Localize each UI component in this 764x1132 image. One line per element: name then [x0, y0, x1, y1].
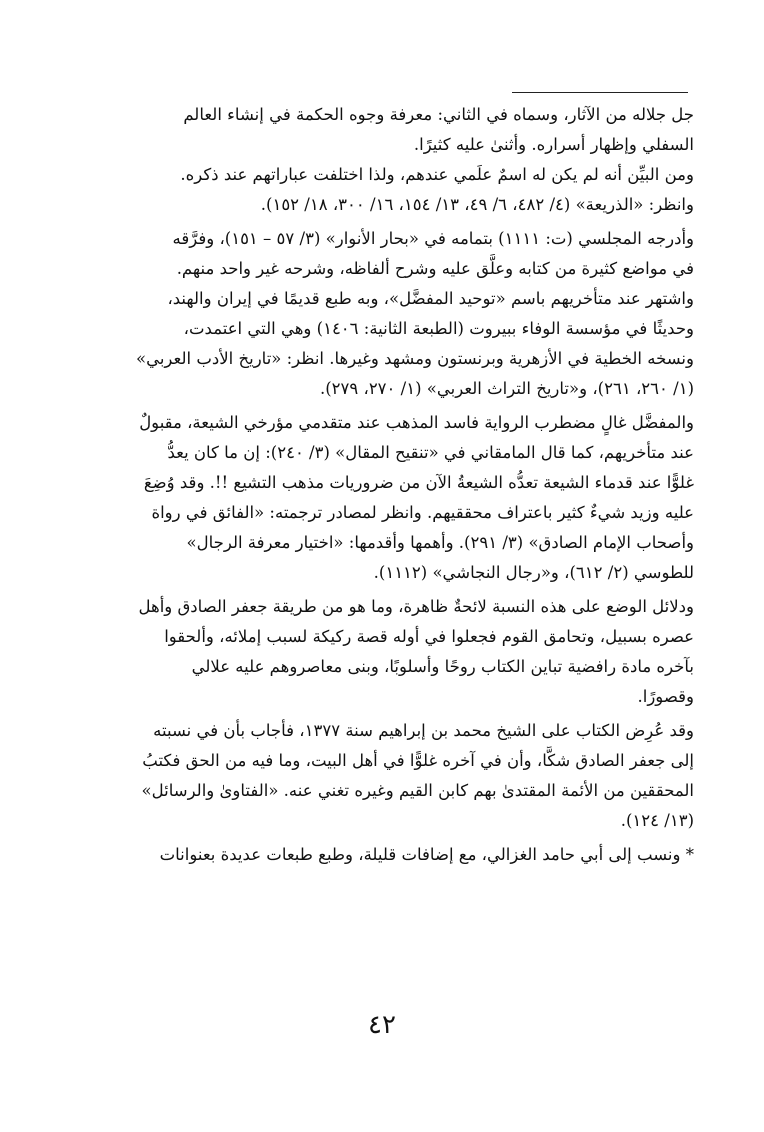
page-number: ٤٢ [368, 1010, 396, 1040]
text-line: (١٣/ ١٢٤). [620, 811, 694, 830]
text-line: السفلي وإظهار أسراره. وأثنىٰ عليه كثيرًا. [413, 135, 694, 154]
footnote-separator-rule [512, 92, 688, 93]
text-line: (١/ ٢٦٠، ٢٦١)، و«تاريخ التراث العربي» (١/ ٢٧٠، ٢٧٩). [319, 379, 694, 398]
text-line: وقد عُرِض الكتاب على الشيخ محمد بن إبراهيم سنة ١٣٧٧، فأجاب بأن في نسبته [153, 721, 694, 740]
text-line: المحققين من الأئمة المقتدىٰ بهم كابن القيم وغيره تغني عنه. «الفتاوىٰ والرسائل» [141, 781, 694, 800]
text-line: ونسخه الخطية في الأزهرية وبرنستون ومشهد وغيرها. انظر: «تاريخ الأدب العربي» [135, 349, 694, 368]
text-line: عليه وزيد شيءٌ كثير باعتراف محققيهم. وانظر لمصادر ترجمته: «الفائق في رواة [151, 503, 694, 522]
text-line: إلى جعفر الصادق شكًّا، وأن في آخره غلوًّا في أهل البيت، وما فيه من الحق فكتبُ [142, 751, 694, 770]
text-line: والمفضَّل غالٍ مضطرب الرواية فاسد المذهب عند متقدمي مؤرخي الشيعة، مقبولٌ [139, 413, 694, 432]
text-line: جل جلاله من الآثار، وسماه في الثاني: معرفة وجوه الحكمة في إنشاء العالم [183, 105, 694, 124]
text-line: وأصحاب الإمام الصادق» (٣/ ٢٩١). وأهمها وأقدمها: «اختيار معرفة الرجال» [186, 533, 694, 552]
text-line: وحديثًا في مؤسسة الوفاء ببيروت (الطبعة الثانية: ١٤٠٦) وهي التي اعتمدت، [183, 319, 694, 338]
footnote-body [70, 100, 694, 870]
text-line: ودلائل الوضع على هذه النسبة لائحةٌ ظاهرة، وما هو من طريقة جعفر الصادق وأهل [138, 597, 694, 616]
text-line: وانظر: «الذريعة» (٤/ ٤٨٢، ٦/ ٤٩، ١٣/ ١٥٤، ١٦/ ٣٠٠، ١٨/ ١٥٢). [260, 195, 694, 214]
text-line: وقصورًا. [637, 687, 694, 706]
text-line: وأدرجه المجلسي (ت: ١١١١) بتمامه في «بحار الأنوار» (٣/ ٥٧ – ١٥١)، وفرَّقه [172, 229, 694, 248]
text-line: واشتهر عند متأخريهم باسم «توحيد المفضَّل»، وبه طبع قديمًا في إيران والهند، [167, 289, 694, 308]
text-line: غلوًّا عند قدماء الشيعة تعدُّه الشيعةُ الآن من ضروريات مذهب التشيع !!. وقد وُضِعَ [143, 473, 694, 492]
text-line: في مواضع كثيرة من كتابه وعلَّق عليه وشرح ألفاظه، وشرحه غير واحد منهم. [176, 259, 694, 278]
text-line: * ونسب إلى أبي حامد الغزالي، مع إضافات قليلة، وطبع طبعات عديدة بعنوانات [159, 845, 694, 864]
text-line: بآخره مادة رافضية تباين الكتاب روحًا وأسلوبًا، وبنى معاصروهم عليه علالي [191, 657, 694, 676]
text-line: عصره بسبيل، وتحامق القوم فجعلوا في أوله قصة ركيكة لسبب إملائه، وألحقوا [164, 627, 694, 646]
text-line: ومن البيِّن أنه لم يكن له اسمٌ علَمي عندهم، ولذا اختلفت عباراتهم عند ذكره. [180, 165, 694, 184]
text-line: عند متأخريهم، كما قال المامقاني في «تنقيح المقال» (٣/ ٢٤٠): إن ما كان يعدُّ [167, 443, 694, 462]
text-line: للطوسي (٢/ ٦١٢)، و«رجال النجاشي» (١١١٢). [373, 563, 694, 582]
